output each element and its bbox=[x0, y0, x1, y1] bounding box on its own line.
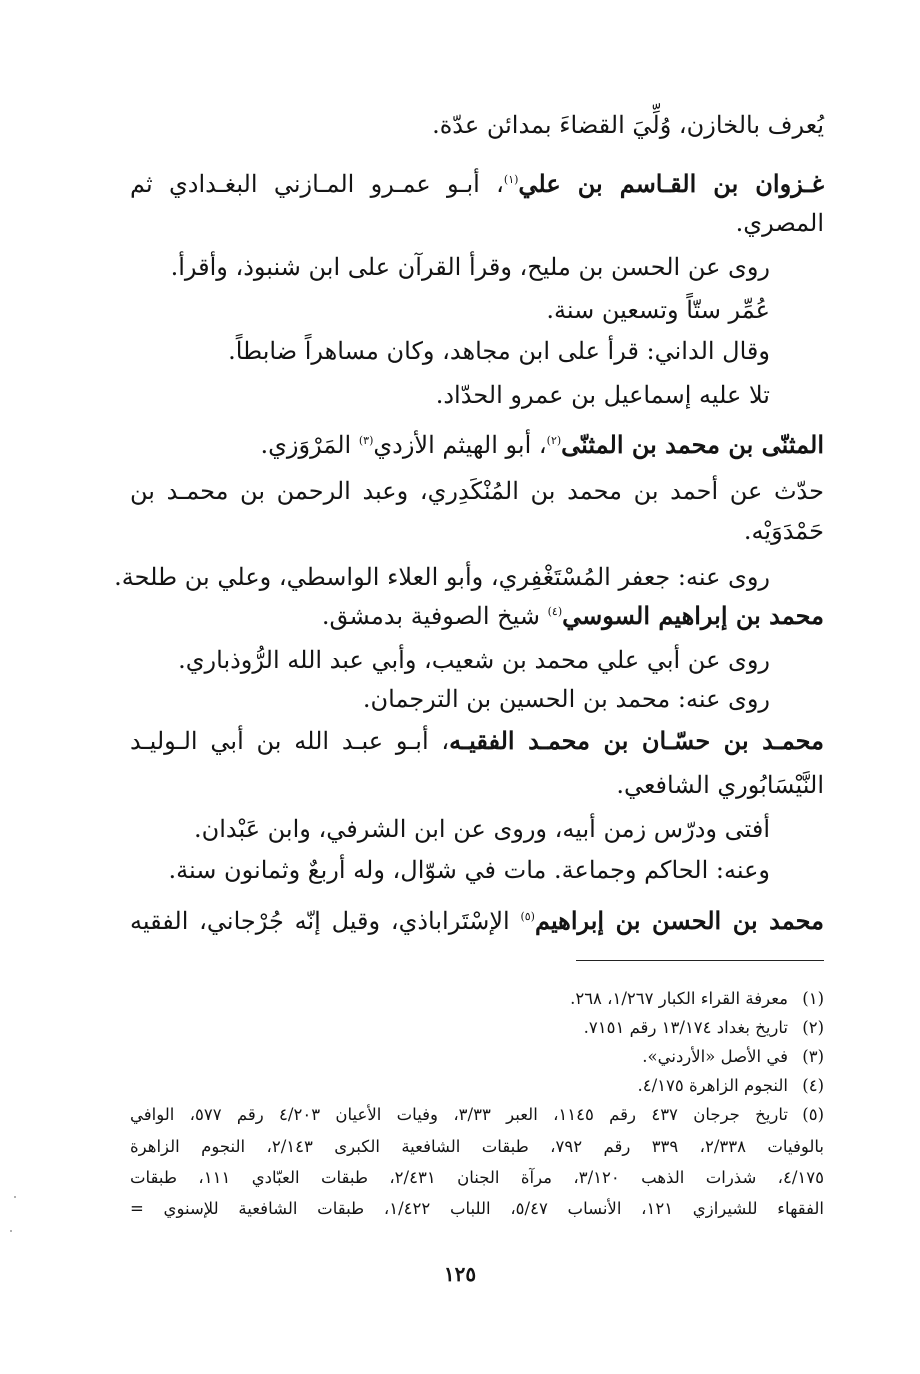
footnote-separator bbox=[576, 960, 824, 961]
entry-heading-continuation bbox=[616, 768, 824, 802]
text-line bbox=[432, 108, 824, 142]
scan-speck bbox=[10, 1230, 12, 1232]
line-text: أفتى ودرّس زمن أبيه، وروى عن ابن الشرفي، وابن عَبْدان. bbox=[193, 815, 770, 843]
entry-heading-muthanna bbox=[261, 428, 824, 462]
footnote-5-line-2 bbox=[130, 1134, 824, 1160]
line-text: روى عنه: محمد بن الحسين بن الترجمان. bbox=[362, 685, 770, 713]
footnote-text: الفقهاء للشيرازي ١٢١، الأنساب ٥/٤٧، اللباب ١/٤٢٢، طبقات الشافعية للإسنوي = bbox=[130, 1199, 824, 1218]
text-line bbox=[169, 853, 770, 887]
footnote-4 bbox=[638, 1073, 825, 1099]
line-text: تلا عليه إسماعيل بن عمرو الحدّاد. bbox=[435, 381, 770, 409]
footnote-text: ٤/١٧٥، شذرات الذهب ٣/١٢٠، مرآة الجنان ٢/٤٣١، طبقات العبّادي ١١١، طبقات bbox=[130, 1168, 824, 1187]
entry-description: ، أبو الهيثم الأزدي bbox=[373, 431, 547, 459]
line-text: وقال الداني: قرأ على ابن مجاهد، وكان مساهراً ضابطاً. bbox=[228, 337, 770, 365]
entry-heading-ghazwan bbox=[130, 167, 824, 201]
footnote-5-line-4 bbox=[130, 1196, 824, 1222]
entry-description: شيخ الصوفية بدمشق. bbox=[321, 602, 548, 630]
footnote-ref: (٤) bbox=[547, 605, 563, 618]
text-line bbox=[171, 250, 770, 284]
footnote-text: تاريخ جرجان ٤٣٧ رقم ١١٤٥، العبر ٣/٣٣، وفيات الأعيان ٤/٢٠٣ رقم ٥٧٧، الوافي bbox=[130, 1105, 789, 1124]
line-text: حدّث عن أحمد بن محمد بن المُنْكَدِري، وعبد الرحمن بن محمـد بن bbox=[130, 477, 824, 505]
text-line bbox=[130, 474, 824, 508]
footnote-ref: (٢) bbox=[546, 434, 562, 447]
entry-name: غـزوان بن القـاسم بن علي bbox=[518, 169, 825, 198]
text-line bbox=[114, 560, 770, 594]
entry-heading-hassan bbox=[130, 724, 824, 758]
footnote-2 bbox=[584, 1015, 824, 1041]
footnote-3 bbox=[642, 1044, 824, 1070]
line-text: المصري. bbox=[735, 209, 824, 237]
footnote-ref: (١) bbox=[503, 173, 519, 186]
line-text: روى عن الحسن بن مليح، وقرأ القرآن على ابن شنبوذ، وأقرأ. bbox=[170, 253, 770, 281]
entry-heading-astarabadhi bbox=[130, 904, 824, 938]
entry-name: محمد بن الحسن بن إبراهيم bbox=[534, 906, 824, 935]
footnote-text: تاريخ بغداد ١٣/١٧٤ رقم ٧١٥١. bbox=[583, 1018, 788, 1037]
scan-speck bbox=[14, 1196, 16, 1198]
footnote-text: النجوم الزاهرة ٤/١٧٥. bbox=[637, 1076, 788, 1095]
footnote-ref: (٥) bbox=[520, 910, 535, 923]
entry-description: ، أبـو عبـد الله بن أبي الـوليـد bbox=[130, 727, 450, 755]
text-line bbox=[228, 334, 770, 368]
line-text: روى عنه: جعفر المُسْتَغْفِري، وأبو العلاء الواسطي، وعلي بن طلحة. bbox=[114, 563, 770, 591]
footnote-number: (١) bbox=[802, 989, 824, 1008]
footnote-number: (٥) bbox=[802, 1105, 824, 1124]
entry-heading-continuation bbox=[736, 206, 824, 240]
text-line bbox=[744, 514, 824, 548]
entry-heading-susi bbox=[322, 599, 824, 633]
text-line bbox=[178, 643, 770, 677]
footnote-number: (٢) bbox=[802, 1018, 824, 1037]
footnote-1 bbox=[570, 986, 824, 1012]
footnote-number: (٣) bbox=[802, 1047, 824, 1066]
footnote-text: بالوفيات ٢/٣٣٨، ٣٣٩ رقم ٧٩٢، طبقات الشافعية الكبرى ٢/١٤٣، النجوم الزاهرة bbox=[130, 1137, 824, 1156]
footnote-ref: (٣) bbox=[358, 434, 374, 447]
footnote-5-line-3 bbox=[130, 1165, 824, 1191]
entry-name: المثنّى بن محمد بن المثنّى bbox=[561, 430, 824, 459]
entry-description: الإسْتَراباذي، وقيل إنّه جُرْجاني، الفقيه bbox=[130, 907, 521, 935]
line-text: روى عن أبي علي محمد بن شعيب، وأبي عبد الله الرُّوذباري. bbox=[178, 646, 770, 674]
text-line bbox=[194, 812, 770, 846]
footnote-number: (٤) bbox=[802, 1076, 824, 1095]
footnote-text: في الأصل «الأردني». bbox=[642, 1047, 788, 1066]
line-text: وعنه: الحاكم وجماعة. مات في شوّال، وله أربعٌ وثمانون سنة. bbox=[168, 856, 770, 884]
footnote-text: معرفة القراء الكبار ١/٢٦٧، ٢٦٨. bbox=[570, 989, 788, 1008]
footnote-5-line-1 bbox=[130, 1102, 788, 1128]
entry-name: محمـد بن حسّـان بن محمـد الفقيـه bbox=[449, 726, 824, 755]
text-line bbox=[546, 293, 770, 327]
line-text: حَمْدَوَيْه. bbox=[743, 517, 824, 545]
page-number: ١٢٥ bbox=[443, 1262, 477, 1286]
text-line bbox=[436, 378, 770, 412]
text-line bbox=[363, 682, 770, 716]
line-text: يُعرف بالخازن، وُلِّيَ القضاءَ بمدائن عدّة. bbox=[432, 111, 824, 139]
entry-description: المَرْوَزي. bbox=[260, 431, 359, 459]
footnote-5-number-line bbox=[788, 1102, 824, 1128]
line-text: عُمِّر ستّاً وتسعين سنة. bbox=[546, 296, 770, 324]
line-text: النَّيْسَابُوري الشافعي. bbox=[616, 771, 824, 799]
entry-name: محمد بن إبراهيم السوسي bbox=[562, 601, 824, 630]
entry-description: ، أبـو عمـرو المـازني البغـدادي ثم bbox=[130, 170, 504, 198]
